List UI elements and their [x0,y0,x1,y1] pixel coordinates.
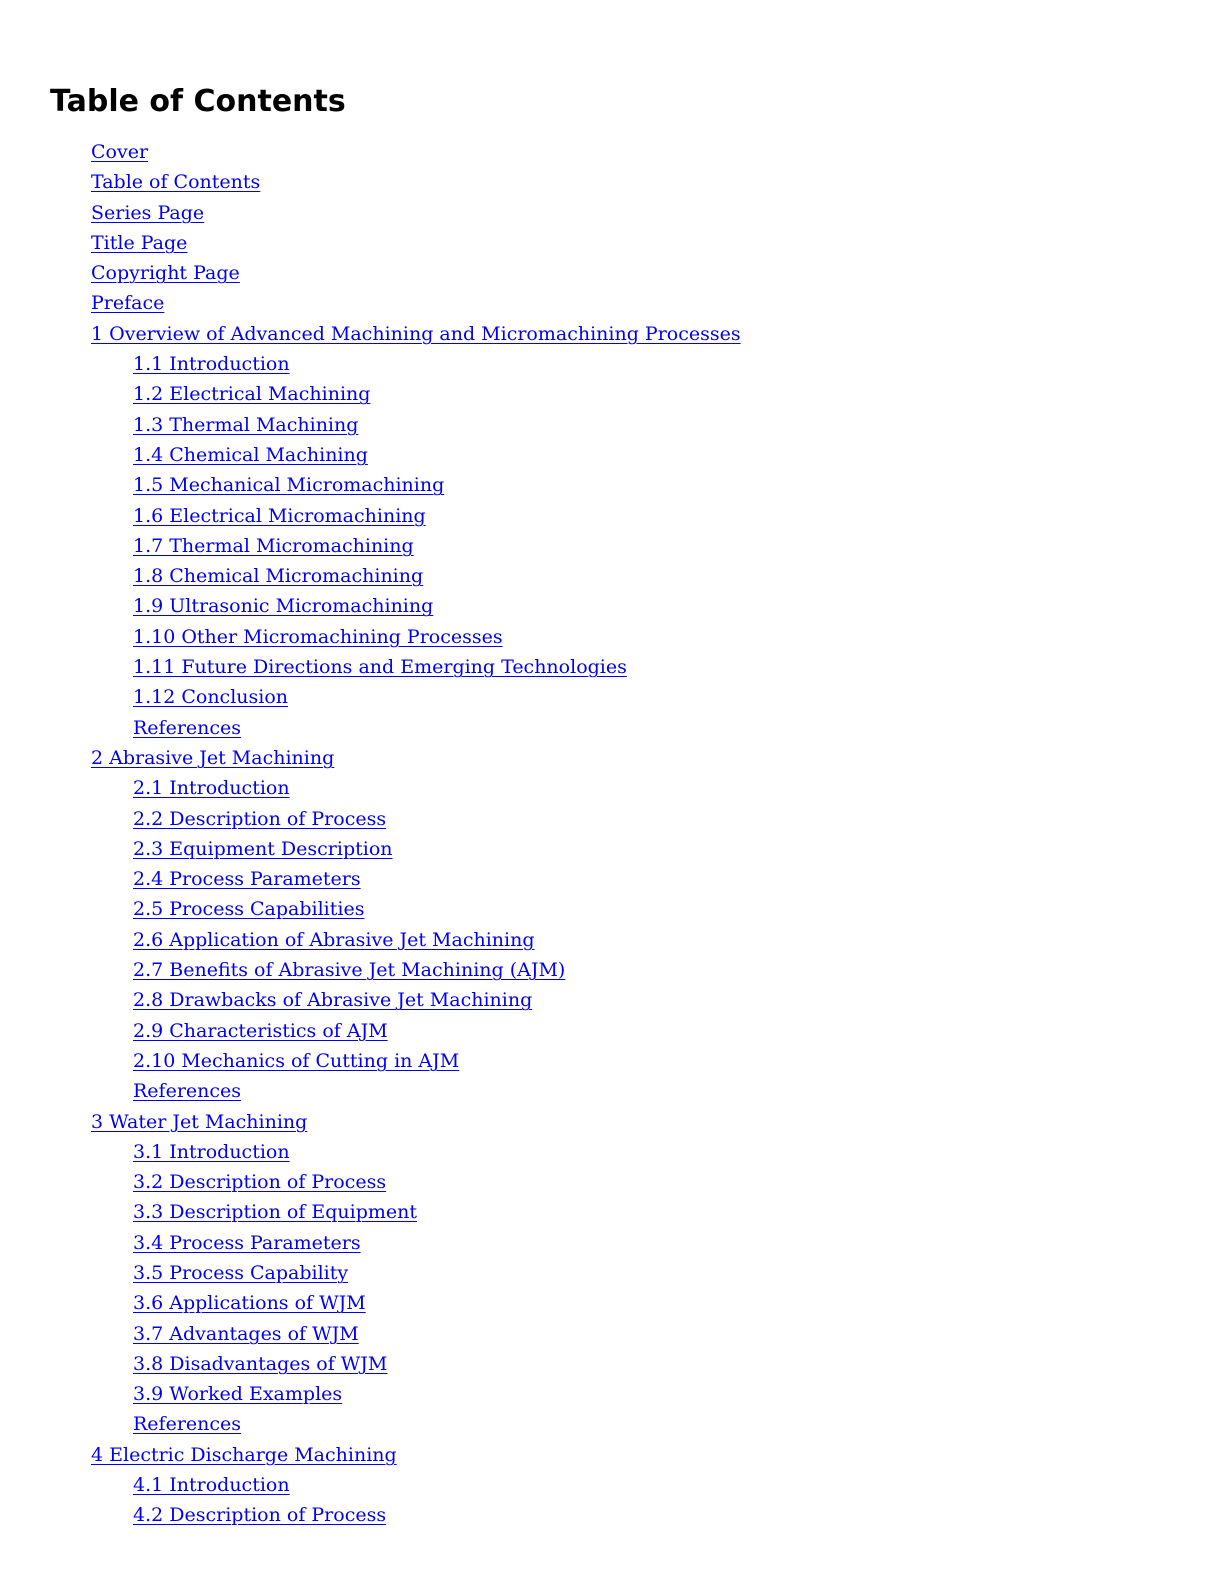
toc-entry-section [0,379,741,409]
toc-link[interactable]: 2.7 Benefits of Abrasive Jet Machining (AJM) [133,959,566,982]
toc-entry-chapter [0,137,741,167]
toc-link[interactable]: 1.8 Chemical Micromachining [133,565,424,588]
toc-link[interactable]: 1.3 Thermal Machining [133,413,359,436]
toc-entry-section [0,501,741,531]
toc-entry-chapter [0,319,741,349]
toc-entry-chapter [0,743,741,773]
toc-link[interactable]: 3.7 Advantages of WJM [133,1322,359,1345]
toc-link[interactable]: 1.12 Conclusion [133,686,289,709]
toc-link[interactable]: 2.8 Drawbacks of Abrasive Jet Machining [133,989,533,1012]
toc-entry-chapter [0,167,741,197]
toc-entry-section [0,925,741,955]
toc-link[interactable]: 2.1 Introduction [133,777,290,800]
toc-entry-section [0,1409,741,1439]
toc-link[interactable]: 1.1 Introduction [133,353,290,376]
toc-entry-section [0,1379,741,1409]
toc-link[interactable]: 1.10 Other Micromachining Processes [133,625,503,648]
page-title: Table of Contents [50,84,346,119]
toc-entry-chapter [0,1440,741,1470]
toc-link[interactable]: 1.4 Chemical Machining [133,443,368,466]
toc-link[interactable]: 2 Abrasive Jet Machining [91,746,335,769]
toc-link[interactable]: 4.2 Description of Process [133,1504,387,1527]
toc-entry-section [0,1167,741,1197]
toc-link[interactable]: 2.2 Description of Process [133,807,387,830]
toc-link[interactable]: 3.6 Applications of WJM [133,1292,366,1315]
toc-entry-section [0,682,741,712]
toc-link[interactable]: 3.4 Process Parameters [133,1231,361,1254]
toc-link[interactable]: Cover [91,141,149,163]
toc-link[interactable]: 1.7 Thermal Micromachining [133,534,414,557]
toc-entry-chapter [0,1107,741,1137]
toc-entry-chapter [0,198,741,228]
toc-link[interactable]: 2.5 Process Capabilities [133,898,365,921]
toc-link[interactable]: Table of Contents [91,171,261,194]
toc-list [0,137,741,1531]
toc-link[interactable]: 3.3 Description of Equipment [133,1201,418,1224]
toc-entry-section [0,1076,741,1106]
toc-entry-section [0,804,741,834]
toc-entry-section [0,1349,741,1379]
toc-entry-section [0,410,741,440]
toc-entry-section [0,1137,741,1167]
toc-link[interactable]: 1.6 Electrical Micromachining [133,504,426,527]
toc-link[interactable]: 2.3 Equipment Description [133,837,393,860]
toc-entry-chapter [0,288,741,318]
toc-link[interactable]: 3.9 Worked Examples [133,1383,343,1406]
toc-link[interactable]: 4.1 Introduction [133,1474,290,1497]
toc-entry-section [0,1470,741,1500]
toc-entry-section [0,622,741,652]
toc-link[interactable]: Copyright Page [91,262,240,285]
toc-entry-section [0,773,741,803]
toc-entry-section [0,561,741,591]
toc-entry-chapter [0,228,741,258]
toc-link[interactable]: 3.1 Introduction [133,1140,290,1163]
toc-entry-section [0,1197,741,1227]
toc-entry-section [0,1258,741,1288]
toc-link[interactable]: References [133,1413,242,1436]
toc-link[interactable]: 1.11 Future Directions and Emerging Technologies [133,656,627,679]
toc-entry-section [0,1500,741,1530]
toc-link[interactable]: 1.2 Electrical Machining [133,383,371,406]
toc-link[interactable]: 1.5 Mechanical Micromachining [133,474,445,497]
toc-link[interactable]: 3 Water Jet Machining [91,1110,308,1133]
toc-link[interactable]: 3.8 Disadvantages of WJM [133,1352,388,1375]
toc-entry-section [0,440,741,470]
toc-link[interactable]: 4 Electric Discharge Machining [91,1443,397,1466]
toc-entry-chapter [0,258,741,288]
toc-entry-section [0,349,741,379]
toc-link[interactable]: 1 Overview of Advanced Machining and Micromachining Processes [91,322,741,345]
toc-link[interactable]: 2.4 Process Parameters [133,868,361,891]
toc-entry-section [0,894,741,924]
toc-link[interactable]: 3.2 Description of Process [133,1171,387,1194]
toc-link[interactable]: 3.5 Process Capability [133,1261,349,1284]
toc-entry-section [0,531,741,561]
toc-link[interactable]: 1.9 Ultrasonic Micromachining [133,595,434,618]
toc-entry-section [0,834,741,864]
toc-link[interactable]: 2.6 Application of Abrasive Jet Machining [133,928,535,951]
toc-link[interactable]: 2.9 Characteristics of AJM [133,1019,388,1042]
toc-link[interactable]: Preface [91,292,165,315]
toc-entry-section [0,1319,741,1349]
toc-entry-section [0,864,741,894]
toc-entry-section [0,985,741,1015]
toc-entry-section [0,955,741,985]
toc-entry-section [0,591,741,621]
toc-entry-section [0,652,741,682]
toc-link[interactable]: References [133,1080,242,1103]
toc-entry-section [0,470,741,500]
toc-entry-section [0,1046,741,1076]
toc-entry-section [0,713,741,743]
toc-entry-section [0,1288,741,1318]
toc-entry-section [0,1228,741,1258]
toc-link[interactable]: Series Page [91,201,205,224]
toc-entry-section [0,1016,741,1046]
toc-link[interactable]: References [133,716,242,739]
toc-link[interactable]: Title Page [91,231,188,254]
toc-link[interactable]: 2.10 Mechanics of Cutting in AJM [133,1049,460,1072]
